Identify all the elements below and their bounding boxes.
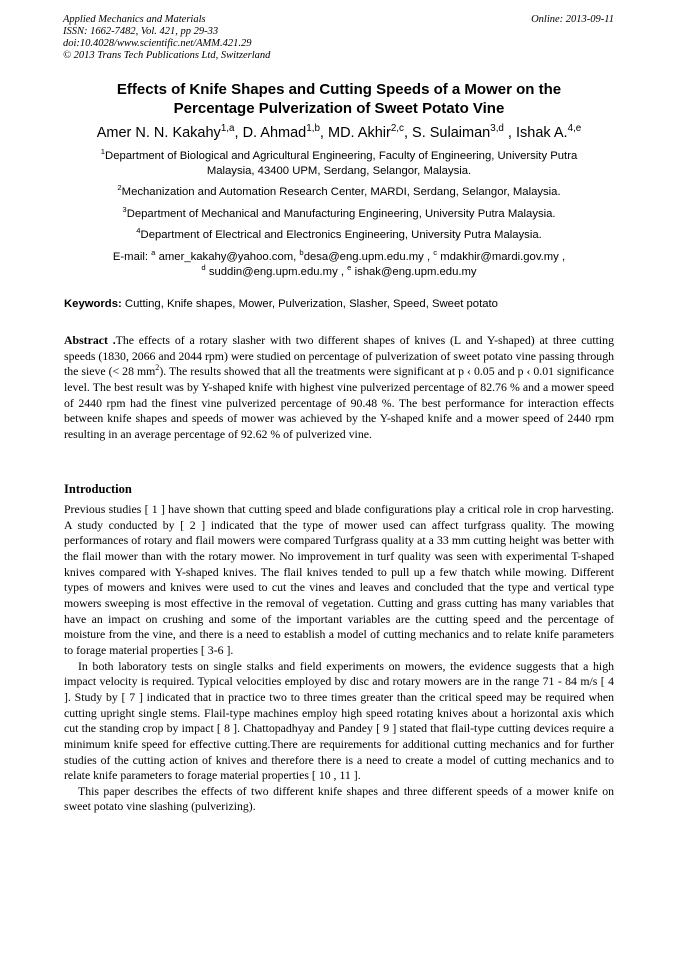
author-name: Ishak A. (516, 125, 568, 141)
affiliation-mark: 2 (117, 182, 122, 192)
email-mark: a (151, 247, 156, 257)
affiliation-text: Mechanization and Automation Research Center, MARDI, Serdang, Selangor, Malaysia. (121, 186, 561, 198)
author-affiliation-mark: 4,e (567, 122, 582, 134)
author-name: D. Ahmad (242, 125, 307, 141)
author-list (30, 124, 648, 142)
introduction-body (64, 502, 614, 815)
journal-copyright: © 2013 Trans Tech Publications Ltd, Switzerland (63, 50, 271, 61)
email-mark: d (201, 262, 206, 272)
author-separator: , (503, 125, 516, 141)
journal-issn: ISSN: 1662-7482, Vol. 421, pp 29-33 (63, 26, 219, 37)
section-heading-introduction: Introduction (64, 482, 132, 496)
email-e[interactable]: ishak@eng.upm.edu.my (354, 266, 477, 278)
keywords (64, 297, 624, 311)
abstract-superscript: 2 (155, 363, 160, 372)
journal-header (63, 14, 270, 62)
affiliation-text: Department of Mechanical and Manufacturing Engineering, University Putra Malaysia. (126, 208, 556, 220)
affiliation-mark: 1 (100, 146, 106, 156)
intro-paragraph-1: Previous studies [ 1 ] have shown that cutting speed and blade configurations play a critical role in crop harvesting. A study conducted by [ 2 ] indicated that the type of mower used can affect turfgrass quality. The mowing performances of rotary and flail mowers were compared Turfgrass quality at a 33 mm cutting height was better with the flail mower than with the rotary mower. No improvement in turf quality was seen with experimental T-shaped knives compared with Y-shaped knives. The flail knives tended to pull up a few thatch while mowing. Different types of mowers and knives were used to cut the vines and leaves and concluded that the type and vertical type mowers sweeping is most effective in the removal of vegetation. Cutting and grass cutting has many variables that have an impact on crushing and some of the important variables are the cutting speed and the percentage of moisture from the vine, and there is a need to establish a model of cutting mechanics and to relate knife parameters to forage material properties [ 3-6 ]. (64, 502, 614, 657)
email-mark: b (299, 247, 304, 257)
author-separator: , (234, 125, 243, 141)
author-separator: , (403, 125, 413, 141)
affiliation-3 (60, 204, 618, 222)
author-name: MD. Akhir (327, 125, 391, 141)
email-separator: , (337, 266, 345, 278)
author-affiliation-mark: 1,a (220, 122, 235, 134)
email-list (60, 247, 618, 280)
author-separator: , (319, 125, 328, 141)
abstract-text-1: The effects of a rotary slasher with two different shapes of knives (L and Y-shaped) at three cutting speeds (1830, 2066 and 2044 rpm) were studied on percentage of pulverization of sweet potato vine passing through the sieve (< 28 mm (64, 333, 614, 379)
author-affiliation-mark: 3,d (490, 122, 504, 134)
title-line-1: Effects of Knife Shapes and Cutting Speeds of a Mower on the (116, 81, 562, 98)
author-affiliation-mark: 1,b (306, 122, 320, 134)
journal-name: Applied Mechanics and Materials (63, 14, 206, 25)
affiliation-4 (60, 225, 618, 243)
affiliation-text: Department of Biological and Agricultural Engineering, Faculty of Engineering, University Putra (105, 150, 578, 162)
email-label: E-mail: (112, 251, 152, 263)
email-line-1 (60, 247, 618, 265)
email-d[interactable]: suddin@eng.upm.edu.my (208, 266, 338, 278)
affiliation-mark: 4 (136, 225, 141, 235)
affiliation-2 (60, 182, 618, 200)
email-c[interactable]: mdakhir@mardi.gov.my , (440, 251, 566, 263)
online-date: Online: 2013-09-11 (531, 14, 614, 25)
abstract-paragraph (64, 333, 614, 443)
affiliation-1 (60, 146, 618, 179)
author-affiliation-mark: 2,c (390, 122, 404, 134)
keywords-label: Keywords: (64, 298, 122, 310)
affiliation-1-line-1 (60, 146, 618, 164)
email-line-2 (60, 262, 618, 280)
affiliation-text: Department of Electrical and Electronics Engineering, University Putra Malaysia. (140, 229, 542, 241)
intro-paragraph-3: This paper describes the effects of two different knife shapes and three different speeds of a mower knife on sweet potato vine slashing (pulverizing). (64, 783, 614, 814)
email-mark: c (433, 247, 438, 257)
affiliation-mark: 3 (122, 204, 127, 214)
email-a[interactable]: amer_kakahy@yahoo.com, (158, 251, 297, 263)
affiliation-1-line-2: Malaysia, 43400 UPM, Serdang, Selangor, Malaysia. (206, 165, 472, 177)
author-name: Amer N. N. Kakahy (96, 125, 221, 141)
abstract (64, 333, 614, 443)
intro-paragraph-2: In both laboratory tests on single stalks and field experiments on mowers, the evidence suggests that a high impact velocity is required. Typical velocities employed by disc and rotary mowers are in the range 71 - 84 m/s [ 4 ]. Study by [ 7 ] indicated that in practice two to three times greater than the critical speed may be required when cutting upright single stems. Flail-type machines employ high speed rotating knives about a horizontal axis which cut the standing crop by impact [ 8 ]. Chattopadhyay and Pandey [ 9 ] stated that flail-type cutting devices require a minimum knife speed for effective cutting.There are requirements for additional cutting mechanics and for further studies of the cutting action of knives and therefore there is a need to create a model of cutting mechanics and to relate knife parameters to forage material properties [ 10 , 11 ]. (64, 658, 614, 783)
paper-title (40, 80, 638, 118)
email-b[interactable]: desa@eng.upm.edu.my , (303, 251, 431, 263)
email-mark: e (347, 262, 352, 272)
abstract-text-2: ). The results showed that all the treatments were significant at p ‹ 0.05 and p ‹ 0.01 significance level. The best result was by Y-shaped knife with highest vine pulverized percentage of 82.76 % and a mower speed of 2440 rpm had the finest vine pulverized percentage of 90.48 %. The best performance for interaction effects between knife shapes and speeds of mower was achieved by the Y-shaped knife and a mower speed of 2440 rpm resulting in an average percentage of 92.62 % of pulverized vine. (64, 364, 614, 441)
author-name: S. Sulaiman (412, 125, 491, 141)
journal-doi: doi:10.4028/www.scientific.net/AMM.421.29 (63, 38, 252, 49)
keywords-text: Cutting, Knife shapes, Mower, Pulverization, Slasher, Speed, Sweet potato (124, 298, 498, 310)
abstract-label: Abstract . (64, 333, 116, 347)
title-line-2: Percentage Pulverization of Sweet Potato Vine (173, 100, 505, 117)
